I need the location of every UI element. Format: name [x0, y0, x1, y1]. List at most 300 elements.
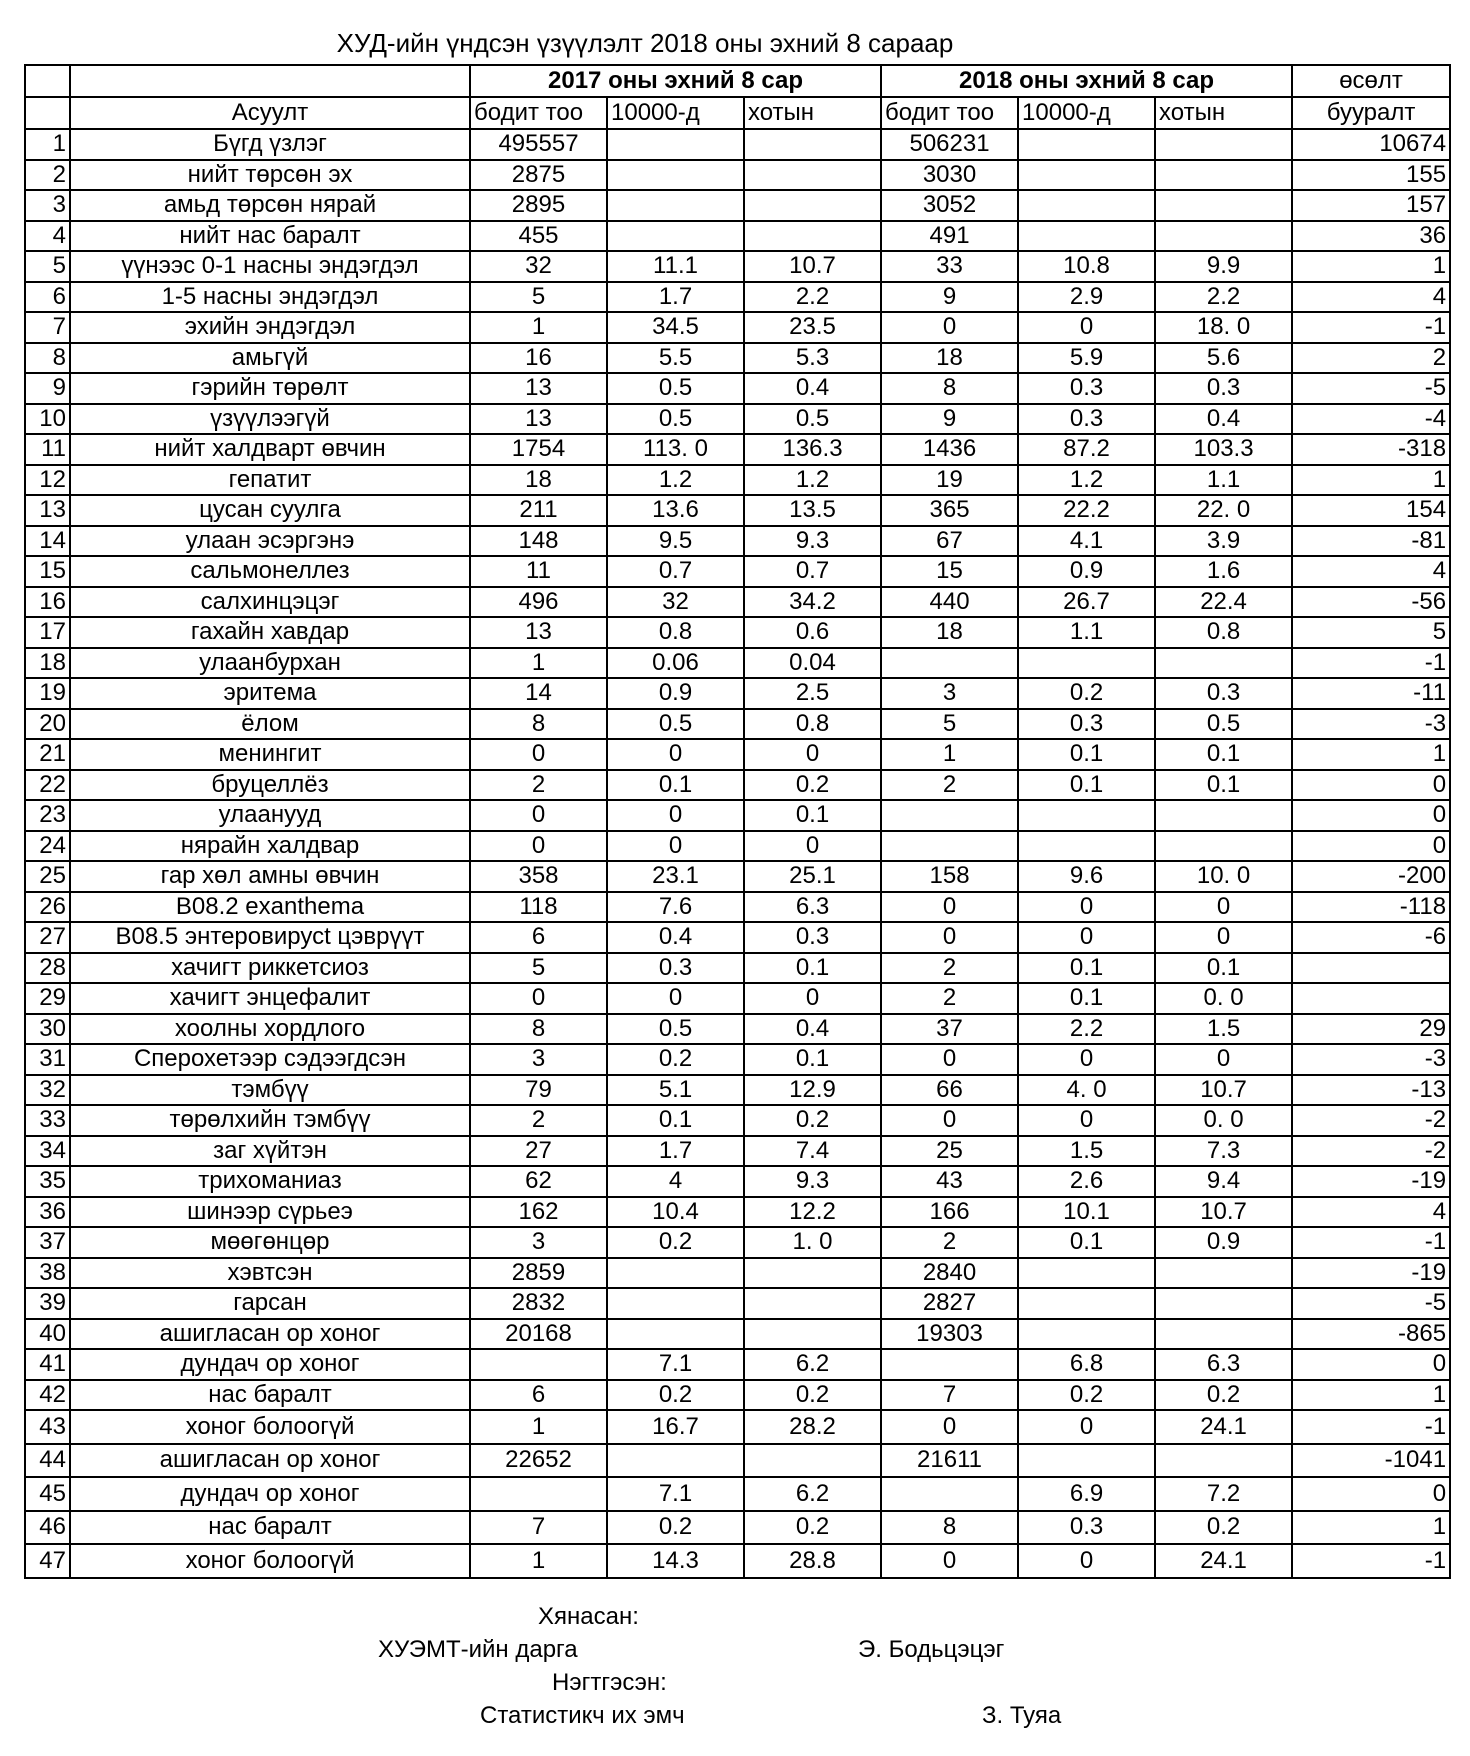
city-2017-cell: 23.5	[744, 312, 881, 343]
count-2017-cell: 496	[470, 587, 607, 618]
city-2017-cell: 7.4	[744, 1136, 881, 1167]
row-question-cell: Сперохетээр сэдээгдсэн	[70, 1044, 470, 1075]
city-2017-cell: 0	[744, 983, 881, 1014]
city-2018-cell: 9.9	[1155, 251, 1292, 282]
city-2018-cell: 10.7	[1155, 1075, 1292, 1106]
change-cell: 1	[1292, 1511, 1450, 1545]
header-city-2017: хотын	[744, 97, 881, 129]
row-question-cell: менингит	[70, 739, 470, 770]
count-2017-cell: 14	[470, 678, 607, 709]
city-2017-cell	[744, 129, 881, 160]
change-cell: -318	[1292, 434, 1450, 465]
per10000-2018-cell: 5.9	[1018, 343, 1155, 374]
count-2018-cell: 491	[881, 221, 1018, 252]
per10000-2017-cell: 0.5	[607, 709, 744, 740]
city-2018-cell: 10.7	[1155, 1197, 1292, 1228]
city-2017-cell: 0.1	[744, 953, 881, 984]
per10000-2017-cell: 0.3	[607, 953, 744, 984]
count-2017-cell: 3	[470, 1227, 607, 1258]
per10000-2018-cell: 6.8	[1018, 1349, 1155, 1380]
city-2018-cell: 22. 0	[1155, 495, 1292, 526]
per10000-2017-cell: 1.7	[607, 282, 744, 313]
row-question-cell: гар хөл амны өвчин	[70, 861, 470, 892]
row-number-cell: 36	[25, 1197, 70, 1228]
per10000-2017-cell: 13.6	[607, 495, 744, 526]
count-2018-cell: 18	[881, 617, 1018, 648]
per10000-2017-cell: 32	[607, 587, 744, 618]
per10000-2018-cell	[1018, 129, 1155, 160]
change-cell: -81	[1292, 526, 1450, 557]
table-row	[25, 1136, 1450, 1167]
city-2018-cell: 0.2	[1155, 1380, 1292, 1411]
table-row	[25, 922, 1450, 953]
per10000-2017-cell: 0.1	[607, 770, 744, 801]
count-2017-cell: 495557	[470, 129, 607, 160]
change-cell: 1	[1292, 251, 1450, 282]
city-2017-cell: 0.8	[744, 709, 881, 740]
city-2018-cell	[1155, 1319, 1292, 1350]
city-2018-cell: 0. 0	[1155, 1105, 1292, 1136]
change-cell: 4	[1292, 282, 1450, 313]
count-2018-cell: 2827	[881, 1288, 1018, 1319]
row-number-cell: 35	[25, 1166, 70, 1197]
count-2017-cell: 162	[470, 1197, 607, 1228]
table-row	[25, 739, 1450, 770]
change-cell: -19	[1292, 1258, 1450, 1289]
city-2018-cell: 0.5	[1155, 709, 1292, 740]
city-2017-cell: 12.2	[744, 1197, 881, 1228]
city-2017-cell: 1. 0	[744, 1227, 881, 1258]
per10000-2017-cell: 0.5	[607, 373, 744, 404]
city-2017-cell: 0.4	[744, 373, 881, 404]
city-2018-cell: 6.3	[1155, 1349, 1292, 1380]
count-2017-cell: 2895	[470, 190, 607, 221]
row-number-cell: 20	[25, 709, 70, 740]
per10000-2017-cell: 1.2	[607, 465, 744, 496]
per10000-2017-cell: 0.5	[607, 1014, 744, 1045]
count-2017-cell: 2875	[470, 160, 607, 191]
city-2017-cell: 0.04	[744, 648, 881, 679]
per10000-2017-cell: 23.1	[607, 861, 744, 892]
per10000-2018-cell: 1.1	[1018, 617, 1155, 648]
header-empty-no-2	[25, 97, 70, 129]
table-row	[25, 221, 1450, 252]
count-2017-cell: 20168	[470, 1319, 607, 1350]
count-2017-cell: 8	[470, 709, 607, 740]
count-2017-cell: 11	[470, 556, 607, 587]
row-question-cell: Бүгд үзлэг	[70, 129, 470, 160]
count-2018-cell: 2	[881, 953, 1018, 984]
change-cell: -13	[1292, 1075, 1450, 1106]
city-2018-cell: 0.3	[1155, 373, 1292, 404]
per10000-2018-cell	[1018, 190, 1155, 221]
row-question-cell: ашигласан ор хоног	[70, 1444, 470, 1478]
count-2018-cell: 5	[881, 709, 1018, 740]
table-row	[25, 465, 1450, 496]
change-cell	[1292, 953, 1450, 984]
row-number-cell: 32	[25, 1075, 70, 1106]
table-row	[25, 526, 1450, 557]
row-number-cell: 30	[25, 1014, 70, 1045]
city-2017-cell: 12.9	[744, 1075, 881, 1106]
row-number-cell: 38	[25, 1258, 70, 1289]
per10000-2017-cell: 0	[607, 739, 744, 770]
table-row	[25, 1227, 1450, 1258]
count-2018-cell: 2	[881, 770, 1018, 801]
table-row	[25, 770, 1450, 801]
per10000-2017-cell: 0.7	[607, 556, 744, 587]
city-2017-cell: 0.1	[744, 800, 881, 831]
table-row	[25, 190, 1450, 221]
row-number-cell: 33	[25, 1105, 70, 1136]
change-cell: 0	[1292, 1349, 1450, 1380]
city-2017-cell: 0.3	[744, 922, 881, 953]
change-cell: -1	[1292, 312, 1450, 343]
table-row	[25, 556, 1450, 587]
city-2017-cell: 0.4	[744, 1014, 881, 1045]
row-question-cell: үүнээс 0-1 насны эндэгдэл	[70, 251, 470, 282]
change-cell: -1	[1292, 1544, 1450, 1578]
row-number-cell: 9	[25, 373, 70, 404]
row-question-cell: нийт төрсөн эх	[70, 160, 470, 191]
row-question-cell: хачигт энцефалит	[70, 983, 470, 1014]
row-question-cell: ёлом	[70, 709, 470, 740]
change-cell: -200	[1292, 861, 1450, 892]
city-2017-cell	[744, 1444, 881, 1478]
city-2018-cell: 2.2	[1155, 282, 1292, 313]
count-2017-cell: 32	[470, 251, 607, 282]
header-question: Асуулт	[70, 97, 470, 129]
per10000-2017-cell: 1.7	[607, 1136, 744, 1167]
city-2017-cell: 34.2	[744, 587, 881, 618]
city-2017-cell: 6.3	[744, 892, 881, 923]
table-row	[25, 1014, 1450, 1045]
per10000-2017-cell: 0.1	[607, 1105, 744, 1136]
per10000-2017-cell: 0.2	[607, 1044, 744, 1075]
city-2018-cell: 103.3	[1155, 434, 1292, 465]
row-number-cell: 4	[25, 221, 70, 252]
header-row-groups	[25, 65, 1450, 97]
city-2018-cell: 1.6	[1155, 556, 1292, 587]
count-2018-cell: 8	[881, 1511, 1018, 1545]
count-2017-cell: 1754	[470, 434, 607, 465]
change-cell: 10674	[1292, 129, 1450, 160]
change-cell: -1	[1292, 1410, 1450, 1444]
row-question-cell: улаанууд	[70, 800, 470, 831]
change-cell: -1041	[1292, 1444, 1450, 1478]
stat-title: Статистикч их эмч	[480, 1702, 685, 1729]
row-question-cell: хэвтсэн	[70, 1258, 470, 1289]
per10000-2018-cell: 87.2	[1018, 434, 1155, 465]
city-2017-cell: 6.2	[744, 1349, 881, 1380]
count-2018-cell: 67	[881, 526, 1018, 557]
city-2017-cell: 1.2	[744, 465, 881, 496]
city-2017-cell: 28.2	[744, 1410, 881, 1444]
row-question-cell: дундач ор хоног	[70, 1477, 470, 1511]
row-question-cell: улаан эсэргэнэ	[70, 526, 470, 557]
row-number-cell: 7	[25, 312, 70, 343]
per10000-2018-cell: 26.7	[1018, 587, 1155, 618]
count-2018-cell	[881, 1477, 1018, 1511]
table-row	[25, 648, 1450, 679]
header-empty-question	[70, 65, 470, 97]
per10000-2018-cell: 0.3	[1018, 1511, 1155, 1545]
count-2017-cell: 13	[470, 617, 607, 648]
row-question-cell: заг хүйтэн	[70, 1136, 470, 1167]
count-2017-cell: 7	[470, 1511, 607, 1545]
count-2017-cell: 6	[470, 922, 607, 953]
row-number-cell: 16	[25, 587, 70, 618]
row-question-cell: нас баралт	[70, 1380, 470, 1411]
per10000-2018-cell: 1.5	[1018, 1136, 1155, 1167]
per10000-2018-cell: 0	[1018, 1105, 1155, 1136]
row-question-cell: төрөлхийн тэмбүү	[70, 1105, 470, 1136]
city-2018-cell	[1155, 1444, 1292, 1478]
per10000-2017-cell	[607, 1258, 744, 1289]
row-number-cell: 40	[25, 1319, 70, 1350]
change-cell: -19	[1292, 1166, 1450, 1197]
row-question-cell: 1-5 насны эндэгдэл	[70, 282, 470, 313]
row-question-cell: ашигласан ор хоног	[70, 1319, 470, 1350]
per10000-2018-cell: 0.1	[1018, 739, 1155, 770]
change-cell: -11	[1292, 678, 1450, 709]
count-2017-cell: 0	[470, 739, 607, 770]
count-2018-cell	[881, 800, 1018, 831]
header-empty-no	[25, 65, 70, 97]
header-group-2017: 2017 оны эхний 8 сар	[470, 65, 881, 97]
city-2018-cell: 0	[1155, 892, 1292, 923]
per10000-2018-cell: 0.1	[1018, 770, 1155, 801]
row-number-cell: 29	[25, 983, 70, 1014]
count-2017-cell: 0	[470, 831, 607, 862]
per10000-2017-cell: 0.8	[607, 617, 744, 648]
count-2018-cell: 0	[881, 922, 1018, 953]
count-2017-cell: 13	[470, 373, 607, 404]
city-2017-cell: 0.2	[744, 1380, 881, 1411]
header-change-top: өсөлт	[1292, 65, 1450, 97]
per10000-2017-cell	[607, 1444, 744, 1478]
count-2017-cell: 455	[470, 221, 607, 252]
city-2018-cell: 24.1	[1155, 1544, 1292, 1578]
count-2018-cell: 1	[881, 739, 1018, 770]
table-row	[25, 1544, 1450, 1578]
checked-label: Хянасан:	[538, 1603, 639, 1630]
change-cell: -56	[1292, 587, 1450, 618]
count-2017-cell: 16	[470, 343, 607, 374]
city-2017-cell: 136.3	[744, 434, 881, 465]
per10000-2018-cell: 0.2	[1018, 1380, 1155, 1411]
count-2017-cell: 1	[470, 312, 607, 343]
count-2018-cell: 9	[881, 282, 1018, 313]
count-2018-cell: 15	[881, 556, 1018, 587]
count-2018-cell: 166	[881, 1197, 1018, 1228]
city-2017-cell: 9.3	[744, 1166, 881, 1197]
table-row	[25, 1319, 1450, 1350]
row-question-cell: дундач ор хоног	[70, 1349, 470, 1380]
city-2018-cell: 0.1	[1155, 953, 1292, 984]
table-row	[25, 1288, 1450, 1319]
count-2017-cell: 13	[470, 404, 607, 435]
row-question-cell: мөөгөнцөр	[70, 1227, 470, 1258]
city-2017-cell: 0.7	[744, 556, 881, 587]
count-2018-cell: 21611	[881, 1444, 1018, 1478]
change-cell: 0	[1292, 1477, 1450, 1511]
per10000-2018-cell	[1018, 1444, 1155, 1478]
change-cell: 155	[1292, 160, 1450, 191]
table-row	[25, 1075, 1450, 1106]
row-number-cell: 11	[25, 434, 70, 465]
count-2017-cell: 2	[470, 1105, 607, 1136]
row-question-cell: гахайн хавдар	[70, 617, 470, 648]
city-2017-cell: 6.2	[744, 1477, 881, 1511]
per10000-2018-cell: 0.1	[1018, 953, 1155, 984]
per10000-2017-cell: 34.5	[607, 312, 744, 343]
header-per10000-2018: 10000-д	[1018, 97, 1155, 129]
city-2018-cell: 7.2	[1155, 1477, 1292, 1511]
table-row	[25, 1258, 1450, 1289]
count-2018-cell: 0	[881, 1410, 1018, 1444]
row-number-cell: 5	[25, 251, 70, 282]
city-2018-cell: 24.1	[1155, 1410, 1292, 1444]
row-question-cell: эхийн эндэгдэл	[70, 312, 470, 343]
per10000-2018-cell: 2.2	[1018, 1014, 1155, 1045]
city-2017-cell: 0.5	[744, 404, 881, 435]
city-2018-cell: 0	[1155, 1044, 1292, 1075]
per10000-2018-cell: 2.6	[1018, 1166, 1155, 1197]
row-question-cell: хоног болоогүй	[70, 1544, 470, 1578]
per10000-2018-cell: 6.9	[1018, 1477, 1155, 1511]
head-name: Э. Бодьцэцэг	[858, 1636, 1005, 1663]
change-cell: -1	[1292, 648, 1450, 679]
row-question-cell: салхинцэцэг	[70, 587, 470, 618]
city-2018-cell	[1155, 648, 1292, 679]
city-2017-cell: 9.3	[744, 526, 881, 557]
city-2018-cell: 1.5	[1155, 1014, 1292, 1045]
city-2017-cell: 5.3	[744, 343, 881, 374]
per10000-2018-cell	[1018, 1258, 1155, 1289]
count-2018-cell: 0	[881, 312, 1018, 343]
change-cell: 0	[1292, 800, 1450, 831]
change-cell: 5	[1292, 617, 1450, 648]
city-2018-cell	[1155, 1258, 1292, 1289]
city-2018-cell: 7.3	[1155, 1136, 1292, 1167]
per10000-2017-cell: 7.1	[607, 1349, 744, 1380]
city-2018-cell: 3.9	[1155, 526, 1292, 557]
table-row	[25, 1410, 1450, 1444]
count-2017-cell: 8	[470, 1014, 607, 1045]
head-title: ХУЭМТ-ийн дарга	[378, 1636, 578, 1663]
per10000-2018-cell: 0	[1018, 1410, 1155, 1444]
row-question-cell: амьгүй	[70, 343, 470, 374]
city-2018-cell: 0	[1155, 922, 1292, 953]
count-2018-cell: 2	[881, 983, 1018, 1014]
per10000-2018-cell	[1018, 221, 1155, 252]
city-2018-cell: 0.8	[1155, 617, 1292, 648]
row-number-cell: 22	[25, 770, 70, 801]
per10000-2018-cell	[1018, 1288, 1155, 1319]
table-row	[25, 709, 1450, 740]
count-2018-cell: 506231	[881, 129, 1018, 160]
row-question-cell: B08.2 exanthema	[70, 892, 470, 923]
row-question-cell: тэмбүү	[70, 1075, 470, 1106]
stats-table	[24, 64, 1451, 1579]
change-cell: 1	[1292, 1380, 1450, 1411]
city-2017-cell: 0.2	[744, 770, 881, 801]
count-2017-cell: 27	[470, 1136, 607, 1167]
count-2018-cell: 19	[881, 465, 1018, 496]
city-2018-cell: 22.4	[1155, 587, 1292, 618]
city-2017-cell: 25.1	[744, 861, 881, 892]
city-2018-cell: 0.4	[1155, 404, 1292, 435]
change-cell: 0	[1292, 831, 1450, 862]
per10000-2017-cell: 0.2	[607, 1227, 744, 1258]
change-cell: 29	[1292, 1014, 1450, 1045]
per10000-2017-cell: 0	[607, 831, 744, 862]
city-2018-cell: 1.1	[1155, 465, 1292, 496]
per10000-2018-cell	[1018, 160, 1155, 191]
table-row	[25, 404, 1450, 435]
table-row	[25, 1166, 1450, 1197]
per10000-2018-cell: 0.9	[1018, 556, 1155, 587]
city-2017-cell	[744, 190, 881, 221]
table-body	[25, 129, 1450, 1578]
table-row	[25, 1105, 1450, 1136]
count-2017-cell: 5	[470, 953, 607, 984]
change-cell	[1292, 983, 1450, 1014]
row-question-cell: бруцеллёз	[70, 770, 470, 801]
row-question-cell: хоолны хордлого	[70, 1014, 470, 1045]
header-count-2017: бодит тоо	[470, 97, 607, 129]
city-2018-cell: 0.1	[1155, 739, 1292, 770]
header-city-2018: хотын	[1155, 97, 1292, 129]
row-question-cell: гарсан	[70, 1288, 470, 1319]
count-2017-cell: 6	[470, 1380, 607, 1411]
city-2018-cell	[1155, 800, 1292, 831]
per10000-2017-cell: 0.06	[607, 648, 744, 679]
row-number-cell: 13	[25, 495, 70, 526]
count-2017-cell: 62	[470, 1166, 607, 1197]
per10000-2018-cell	[1018, 1319, 1155, 1350]
per10000-2017-cell	[607, 221, 744, 252]
per10000-2017-cell	[607, 190, 744, 221]
row-question-cell: сальмонеллез	[70, 556, 470, 587]
count-2018-cell: 158	[881, 861, 1018, 892]
row-number-cell: 2	[25, 160, 70, 191]
row-question-cell: нийт халдварт өвчин	[70, 434, 470, 465]
per10000-2018-cell: 0.1	[1018, 1227, 1155, 1258]
per10000-2018-cell: 0.2	[1018, 678, 1155, 709]
table-row	[25, 983, 1450, 1014]
table-row	[25, 282, 1450, 313]
header-count-2018: бодит тоо	[881, 97, 1018, 129]
city-2017-cell: 0	[744, 739, 881, 770]
count-2018-cell: 0	[881, 1544, 1018, 1578]
per10000-2018-cell: 0.1	[1018, 983, 1155, 1014]
table-row	[25, 251, 1450, 282]
row-number-cell: 8	[25, 343, 70, 374]
count-2018-cell: 43	[881, 1166, 1018, 1197]
row-number-cell: 10	[25, 404, 70, 435]
city-2018-cell	[1155, 129, 1292, 160]
compiled-label: Нэгтгэсэн:	[552, 1669, 667, 1696]
per10000-2018-cell	[1018, 648, 1155, 679]
table-row	[25, 953, 1450, 984]
city-2017-cell	[744, 1258, 881, 1289]
table-row	[25, 373, 1450, 404]
row-number-cell: 12	[25, 465, 70, 496]
per10000-2017-cell: 16.7	[607, 1410, 744, 1444]
count-2017-cell: 5	[470, 282, 607, 313]
